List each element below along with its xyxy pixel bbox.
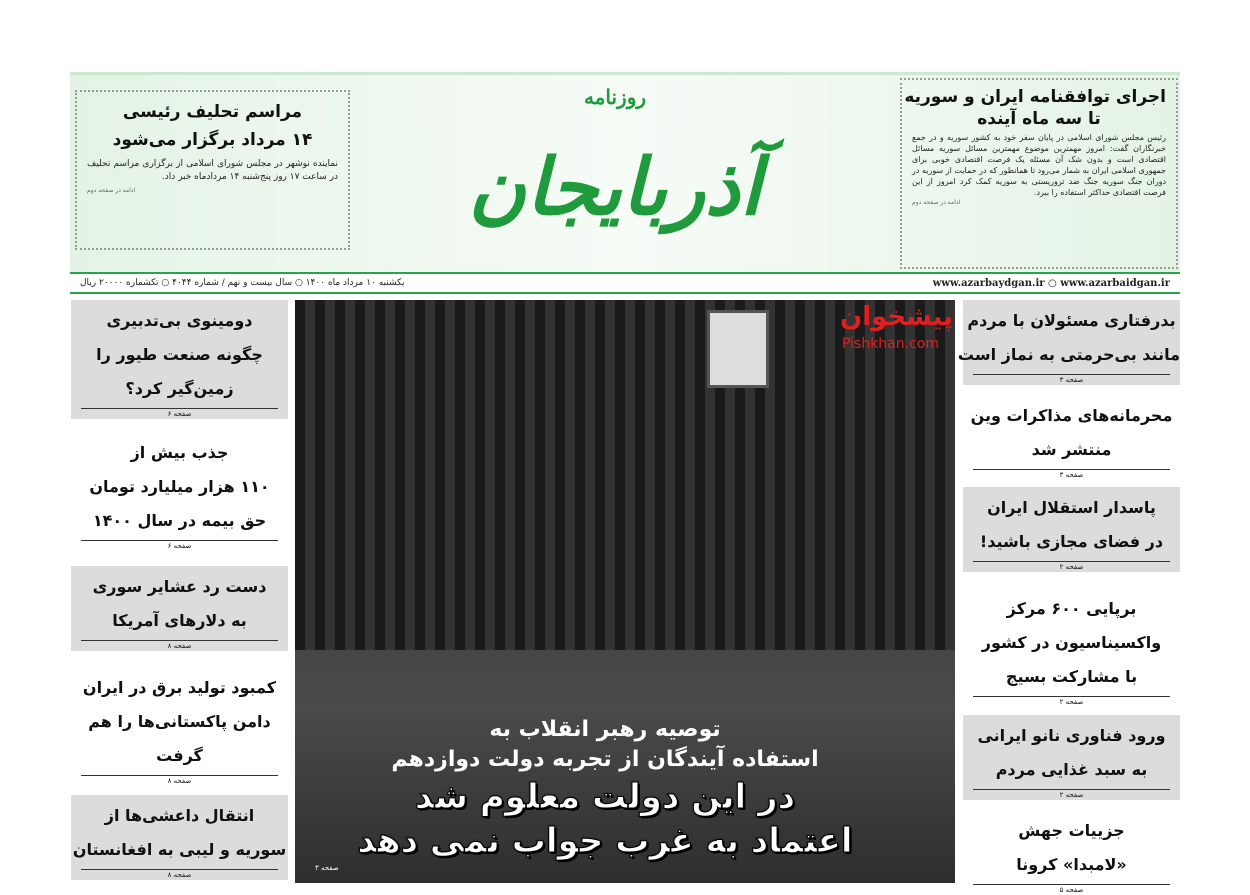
headline-item[interactable] — [71, 566, 288, 651]
page-ref: صفحه ۳ — [315, 864, 339, 872]
story-title: اجرای توافقنامه ایران و سوریه — [904, 87, 1166, 107]
headline-line: دست رد عشایر سوری — [92, 577, 267, 596]
story-title: تا سه ماه آینده — [977, 109, 1101, 129]
headline-line: مانند بی‌حرمتی به نماز است — [957, 345, 1180, 364]
headline: اعتماد به غرب جواب نمی دهد — [357, 821, 853, 861]
watermark-url: Pishkhan.com — [842, 336, 939, 352]
main-photo[interactable] — [295, 300, 955, 883]
headline-item[interactable] — [957, 300, 1180, 385]
headline-line: جزییات جهش — [1018, 821, 1125, 840]
headline-item[interactable] — [963, 810, 1180, 895]
headline-line: سوریه و لیبی به افغانستان — [72, 840, 287, 859]
story-body: رئیس مجلس شورای اسلامی در پایان سفر خود به کشور سوریه و در جمع خبرنگاران گفت: امروز مهمترین موضوع مهمترین مسائل سوریه مسائل اقتصادی است و بدون شک آن مسئله یک فرصت اقتصادی خوبی برای جمهوری اسلامی ایران به شمار می‌رود تا همانطور که در حمایت از سوریه در دوران جنگ سوریه جنگ ضد تروریستی به سوریه کمک کرد امروز از این فرصت اقتصادی حداکثر استفاده را ببرد. — [912, 133, 1166, 197]
headline-line: دامن پاکستانی‌ها را هم — [88, 712, 271, 731]
headline-line: جذب بیش از — [130, 443, 229, 462]
curtain-background — [295, 300, 955, 650]
headline-line: به دلارهای آمریکا — [112, 611, 247, 630]
headline-line: با مشارکت بسیج — [1005, 667, 1138, 686]
headline-line: ۱۱۰ هزار میلیارد تومان — [89, 477, 270, 496]
headline-line: کمبود تولید برق در ایران — [82, 678, 277, 697]
headline: در این دولت معلوم شد — [414, 777, 796, 817]
logo-subtitle: روزنامه — [583, 85, 647, 109]
headline-line: واکسیناسیون در کشور — [981, 633, 1162, 652]
page-ref: صفحه ۳ — [973, 374, 1170, 385]
headline-line: زمین‌گیر کرد؟ — [125, 379, 234, 398]
kicker: استفاده آیندگان از تجربه دولت دوازدهم — [391, 747, 819, 772]
headline-line: در فضای مجازی باشید! — [979, 532, 1164, 551]
page-ref: صفحه ۶ — [81, 408, 278, 419]
page-ref: صفحه ۸ — [81, 775, 278, 786]
headline-item[interactable] — [71, 432, 288, 551]
headline-item[interactable] — [963, 395, 1180, 480]
page-ref: صفحه ۵ — [973, 884, 1170, 895]
masthead-right-story[interactable] — [900, 78, 1178, 269]
continued-note: ادامه در صفحه دوم — [87, 187, 136, 194]
continued-note: ادامه در صفحه دوم — [912, 199, 961, 206]
headline-item[interactable] — [71, 667, 288, 786]
page-ref: صفحه ۸ — [81, 869, 278, 880]
headline-item[interactable] — [71, 795, 288, 880]
page-ref: صفحه ۲ — [973, 789, 1170, 800]
main-story-caption — [315, 715, 895, 873]
story-title: ۱۴ مرداد برگزار می‌شود — [112, 130, 313, 150]
watermark-logo: پیشخوان — [840, 302, 953, 332]
headline-line: حق بیمه در سال ۱۴۰۰ — [92, 511, 267, 530]
headline-line: بدرفتاری مسئولان با مردم — [967, 311, 1176, 330]
headline-line: چگونه صنعت طیور را — [96, 345, 263, 364]
story-body: نماینده نوشهر در مجلس شورای اسلامی از برگزاری مراسم تحلیف در ساعت ۱۷ روز پنج‌شنبه ۱۴ مردادماه خبر داد. — [87, 159, 338, 182]
website-urls[interactable]: www.azarbaydgan.ir ○ www.azarbaidgan.ir — [932, 277, 1170, 289]
headline-line: گرفت — [156, 746, 203, 765]
headline-line: به سبد غذایی مردم — [995, 760, 1148, 779]
framed-portrait — [707, 310, 769, 388]
kicker: توصیه رهبر انقلاب به — [489, 717, 721, 742]
page-ref: صفحه ۳ — [973, 469, 1170, 480]
info-bar — [70, 272, 1180, 294]
headline-line: برپایی ۶۰۰ مرکز — [1006, 599, 1137, 618]
headline-line: ورود فناوری نانو ایرانی — [977, 726, 1166, 745]
page-ref: صفحه ۲ — [973, 696, 1170, 707]
headline-line: محرمانه‌های مذاکرات وین — [970, 406, 1173, 425]
headline-item[interactable] — [963, 715, 1180, 800]
newspaper-logo — [420, 78, 810, 268]
headline-line: پاسدار استقلال ایران — [987, 498, 1156, 517]
headline-line: «لامبدا» کرونا — [1016, 855, 1127, 874]
headline-item[interactable] — [963, 487, 1180, 572]
headline-line: منتشر شد — [1031, 440, 1112, 459]
headline-line: دومینوی بی‌تدبیری — [106, 311, 253, 330]
headline-line: انتقال داعشی‌ها از — [104, 806, 255, 825]
issue-date: یکشنبه ۱۰ مرداد ماه ۱۴۰۰ ○ سال بیست و نهم / شماره ۴۰۴۴ ○ تکشماره ۲۰۰۰۰ ریال — [80, 278, 405, 288]
masthead-left-story[interactable] — [75, 90, 350, 250]
logo-text: آذربایجان — [468, 142, 762, 233]
headline-item[interactable] — [963, 588, 1180, 707]
page-ref: صفحه ۸ — [81, 640, 278, 651]
page-ref: صفحه ۲ — [973, 561, 1170, 572]
headline-item[interactable] — [71, 300, 288, 419]
story-title: مراسم تحلیف رئیسی — [122, 102, 303, 122]
page-ref: صفحه ۶ — [81, 540, 278, 551]
